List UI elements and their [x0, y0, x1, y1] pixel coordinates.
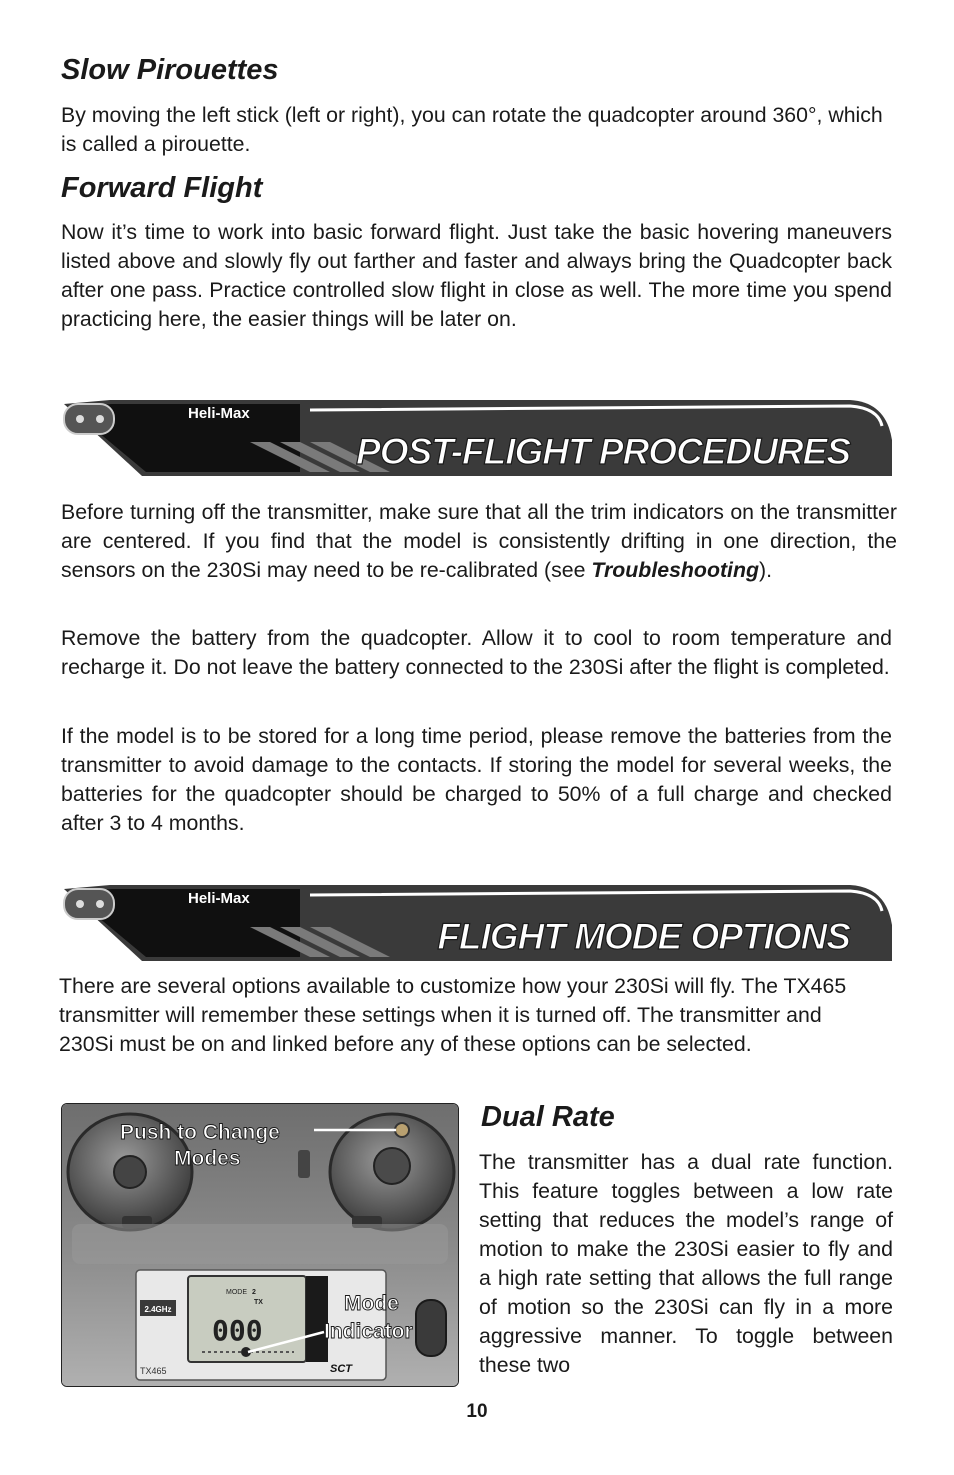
lcd-digits: 000: [212, 1314, 263, 1347]
trim-switch-icon: [298, 1150, 310, 1178]
callout-push-to-change-line2: Modes: [174, 1147, 241, 1170]
transmitter-photo: [61, 1103, 459, 1387]
troubleshooting-reference: Troubleshooting: [591, 558, 759, 582]
flight-mode-banner: [60, 881, 894, 965]
callout-mode-indicator-line2: Indicator: [324, 1320, 413, 1343]
lcd-mode-label: MODE: [226, 1289, 247, 1296]
callout-push-to-change-line1: Push to Change: [120, 1121, 280, 1144]
post-flight-paragraph-3: If the model is to be stored for a long time period, please remove the batteries from the transmitter to avoid damage to the contacts. If storing the model for several weeks, the batteries for the quadcopter should be charged to 50% of a full charge and checked after 3 to 4 months.: [61, 724, 892, 835]
brand-logo: Heli-Max: [188, 890, 250, 907]
blade-hole-icon: [96, 415, 104, 423]
side-switch-icon: [416, 1300, 446, 1356]
model-label: TX465: [140, 1366, 167, 1376]
post-flight-paragraph-1: Before turning off the transmitter, make sure that all the trim indicators on the transmitter are centered. If you find that the model is consistently drifting in one direction, the sensors on the 230Si may need to be re-calibrated (see Troubleshooting).: [61, 500, 897, 582]
flight-mode-heading: FLIGHT MODE OPTIONS: [437, 916, 850, 957]
page-number: 10: [466, 1401, 488, 1422]
blade-hole-icon: [76, 415, 84, 423]
lcd-mode-value: 2: [252, 1289, 256, 1296]
dual-rate-body: The transmitter has a dual rate function. This feature toggles between a low rate setting that reduces the model’s range of motion to make the 230Si easier to fly and a high rate setting that allows the full range of motion so the 230Si can fly in a more aggressive manner. To toggle between these two: [479, 1150, 893, 1377]
post-flight-paragraph-2: Remove the battery from the quadcopter. Allow it to cool to room temperature and recharge it. Do not leave the battery connected to the 230Si after the flight is completed.: [61, 626, 892, 679]
blade-hole-icon: [96, 900, 104, 908]
section-title-forward-flight: Forward Flight: [61, 172, 263, 204]
brand-logo: Heli-Max: [188, 405, 250, 422]
mode-button-icon: [395, 1123, 409, 1137]
sct-logo: SCT: [330, 1363, 352, 1375]
left-stick-icon: [114, 1156, 146, 1188]
section-title-slow-pirouettes: Slow Pirouettes: [61, 54, 279, 86]
post-flight-banner: [60, 396, 894, 480]
frequency-label: 2.4GHz: [144, 1305, 172, 1314]
post-flight-heading: POST-FLIGHT PROCEDURES: [356, 431, 850, 472]
flight-mode-intro: There are several options available to customize how your 230Si will fly. The TX465 transmitter will remember these settings when it is turned off. The transmitter and 230Si must be on and linked before any of these options can be selected.: [59, 974, 847, 1056]
callout-mode-indicator-line1: Mode: [344, 1292, 399, 1315]
section-title-dual-rate: Dual Rate: [481, 1101, 615, 1133]
right-stick-icon: [374, 1148, 410, 1184]
forward-flight-body: Now it’s time to work into basic forward flight. Just take the basic hovering maneuvers listed above and slowly fly out farther and faster and always bring the Quadcopter back after one pass. Practice controlled slow flight in close as well. The more time you spend practicing here, the easier things will be later on.: [61, 220, 892, 331]
slow-pirouettes-body: By moving the left stick (left or right), you can rotate the quadcopter around 360°, which is called a pirouette.: [61, 103, 883, 156]
lcd-tx-label: TX: [254, 1299, 263, 1306]
blade-hole-icon: [76, 900, 84, 908]
